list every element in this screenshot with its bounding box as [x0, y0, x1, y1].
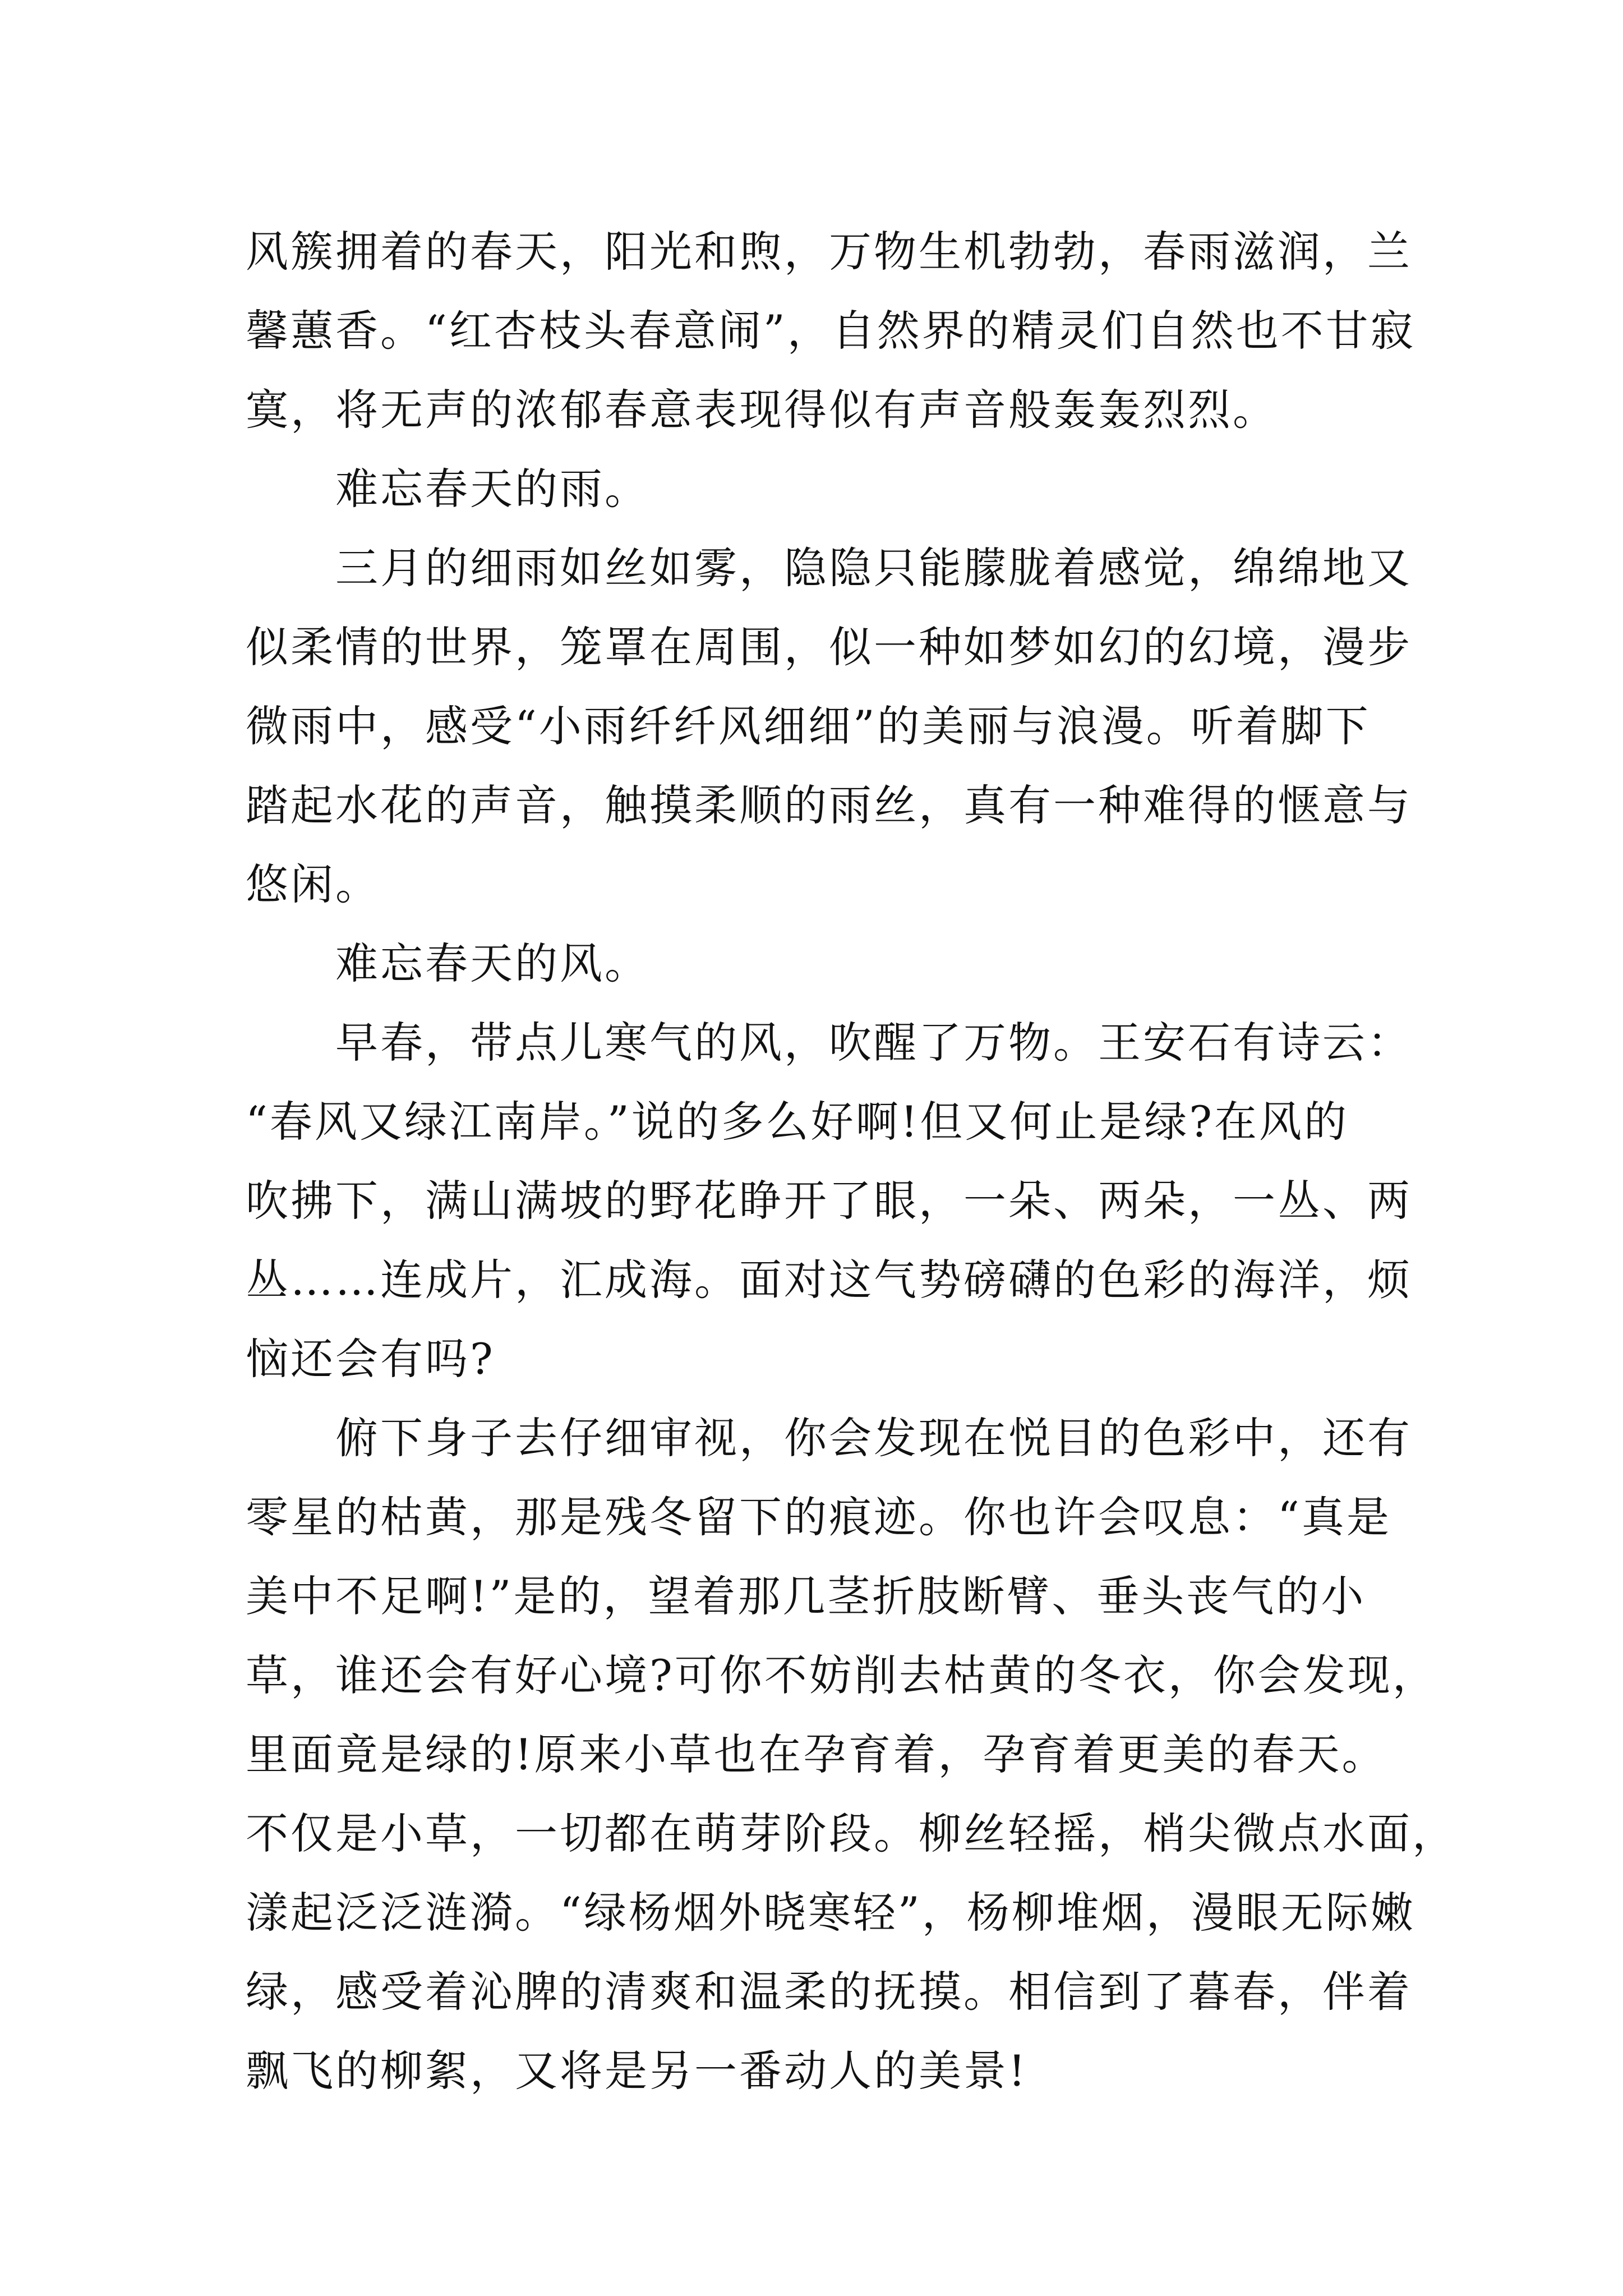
paragraph-line: 草，谁还会有好心境?可你不妨削去枯黄的冬衣，你会发现， [246, 1650, 1437, 1700]
paragraph-line: “春风又绿江南岸。”说的多么好啊!但又何止是绿?在风的 [246, 1097, 1349, 1147]
paragraph-line: 馨蕙香。“红杏枝头春意闹”，自然界的精灵们自然也不甘寂 [246, 306, 1415, 356]
paragraph-line: 寞，将无声的浓郁春意表现得似有声音般轰轰烈烈。 [246, 385, 1278, 435]
paragraph-line: 风簇拥着的春天，阳光和煦，万物生机勃勃，春雨滋润，兰 [246, 227, 1412, 277]
paragraph-line: 不仅是小草，一切都在萌芽阶段。柳丝轻摇，梢尖微点水面， [246, 1809, 1457, 1858]
paragraph-line: 飘飞的柳絮，又将是另一番动人的美景! [246, 2046, 1028, 2096]
paragraph-line: 似柔情的世界，笼罩在周围，似一种如梦如幻的幻境，漫步 [246, 622, 1412, 672]
paragraph-line: 悠闲。 [246, 859, 380, 909]
essay-body [246, 212, 1457, 2110]
paragraph-line: 恼还会有吗? [246, 1334, 495, 1384]
paragraph-line: 吹拂下，满山满坡的野花睁开了眼，一朵、两朵，一丛、两 [246, 1176, 1412, 1226]
paragraph-line: 俯下身子去仔细审视，你会发现在悦目的色彩中，还有 [335, 1413, 1412, 1463]
paragraph-line: 早春，带点儿寒气的风，吹醒了万物。王安石有诗云： [335, 1018, 1412, 1068]
paragraph-line: 丛……连成片，汇成海。面对这气势磅礴的色彩的海洋，烦 [246, 1255, 1412, 1305]
paragraph-line: 三月的细雨如丝如雾，隐隐只能朦胧着感觉，绵绵地又 [335, 543, 1412, 593]
paragraph-line: 绿，感受着沁脾的清爽和温柔的抚摸。相信到了暮春，伴着 [246, 1967, 1412, 2017]
paragraph-line: 美中不足啊!”是的，望着那几茎折肢断臂、垂头丧气的小 [246, 1571, 1366, 1621]
paragraph-line: 微雨中，感受“小雨纤纤风细细”的美丽与浪漫。听着脚下 [246, 701, 1371, 751]
section-heading-rain: 难忘春天的雨。 [335, 464, 649, 514]
section-heading-wind: 难忘春天的风。 [335, 938, 649, 988]
paragraph-line: 零星的枯黄，那是残冬留下的痕迹。你也许会叹息：“真是 [246, 1492, 1391, 1542]
paragraph-line: 踏起水花的声音，触摸柔顺的雨丝，真有一种难得的惬意与 [246, 780, 1412, 830]
paragraph-line: 漾起泛泛涟漪。“绿杨烟外晓寒轻”，杨柳堆烟，漫眼无际嫩 [246, 1888, 1415, 1938]
paragraph-line: 里面竟是绿的!原来小草也在孕育着，孕育着更美的春天。 [246, 1729, 1387, 1779]
